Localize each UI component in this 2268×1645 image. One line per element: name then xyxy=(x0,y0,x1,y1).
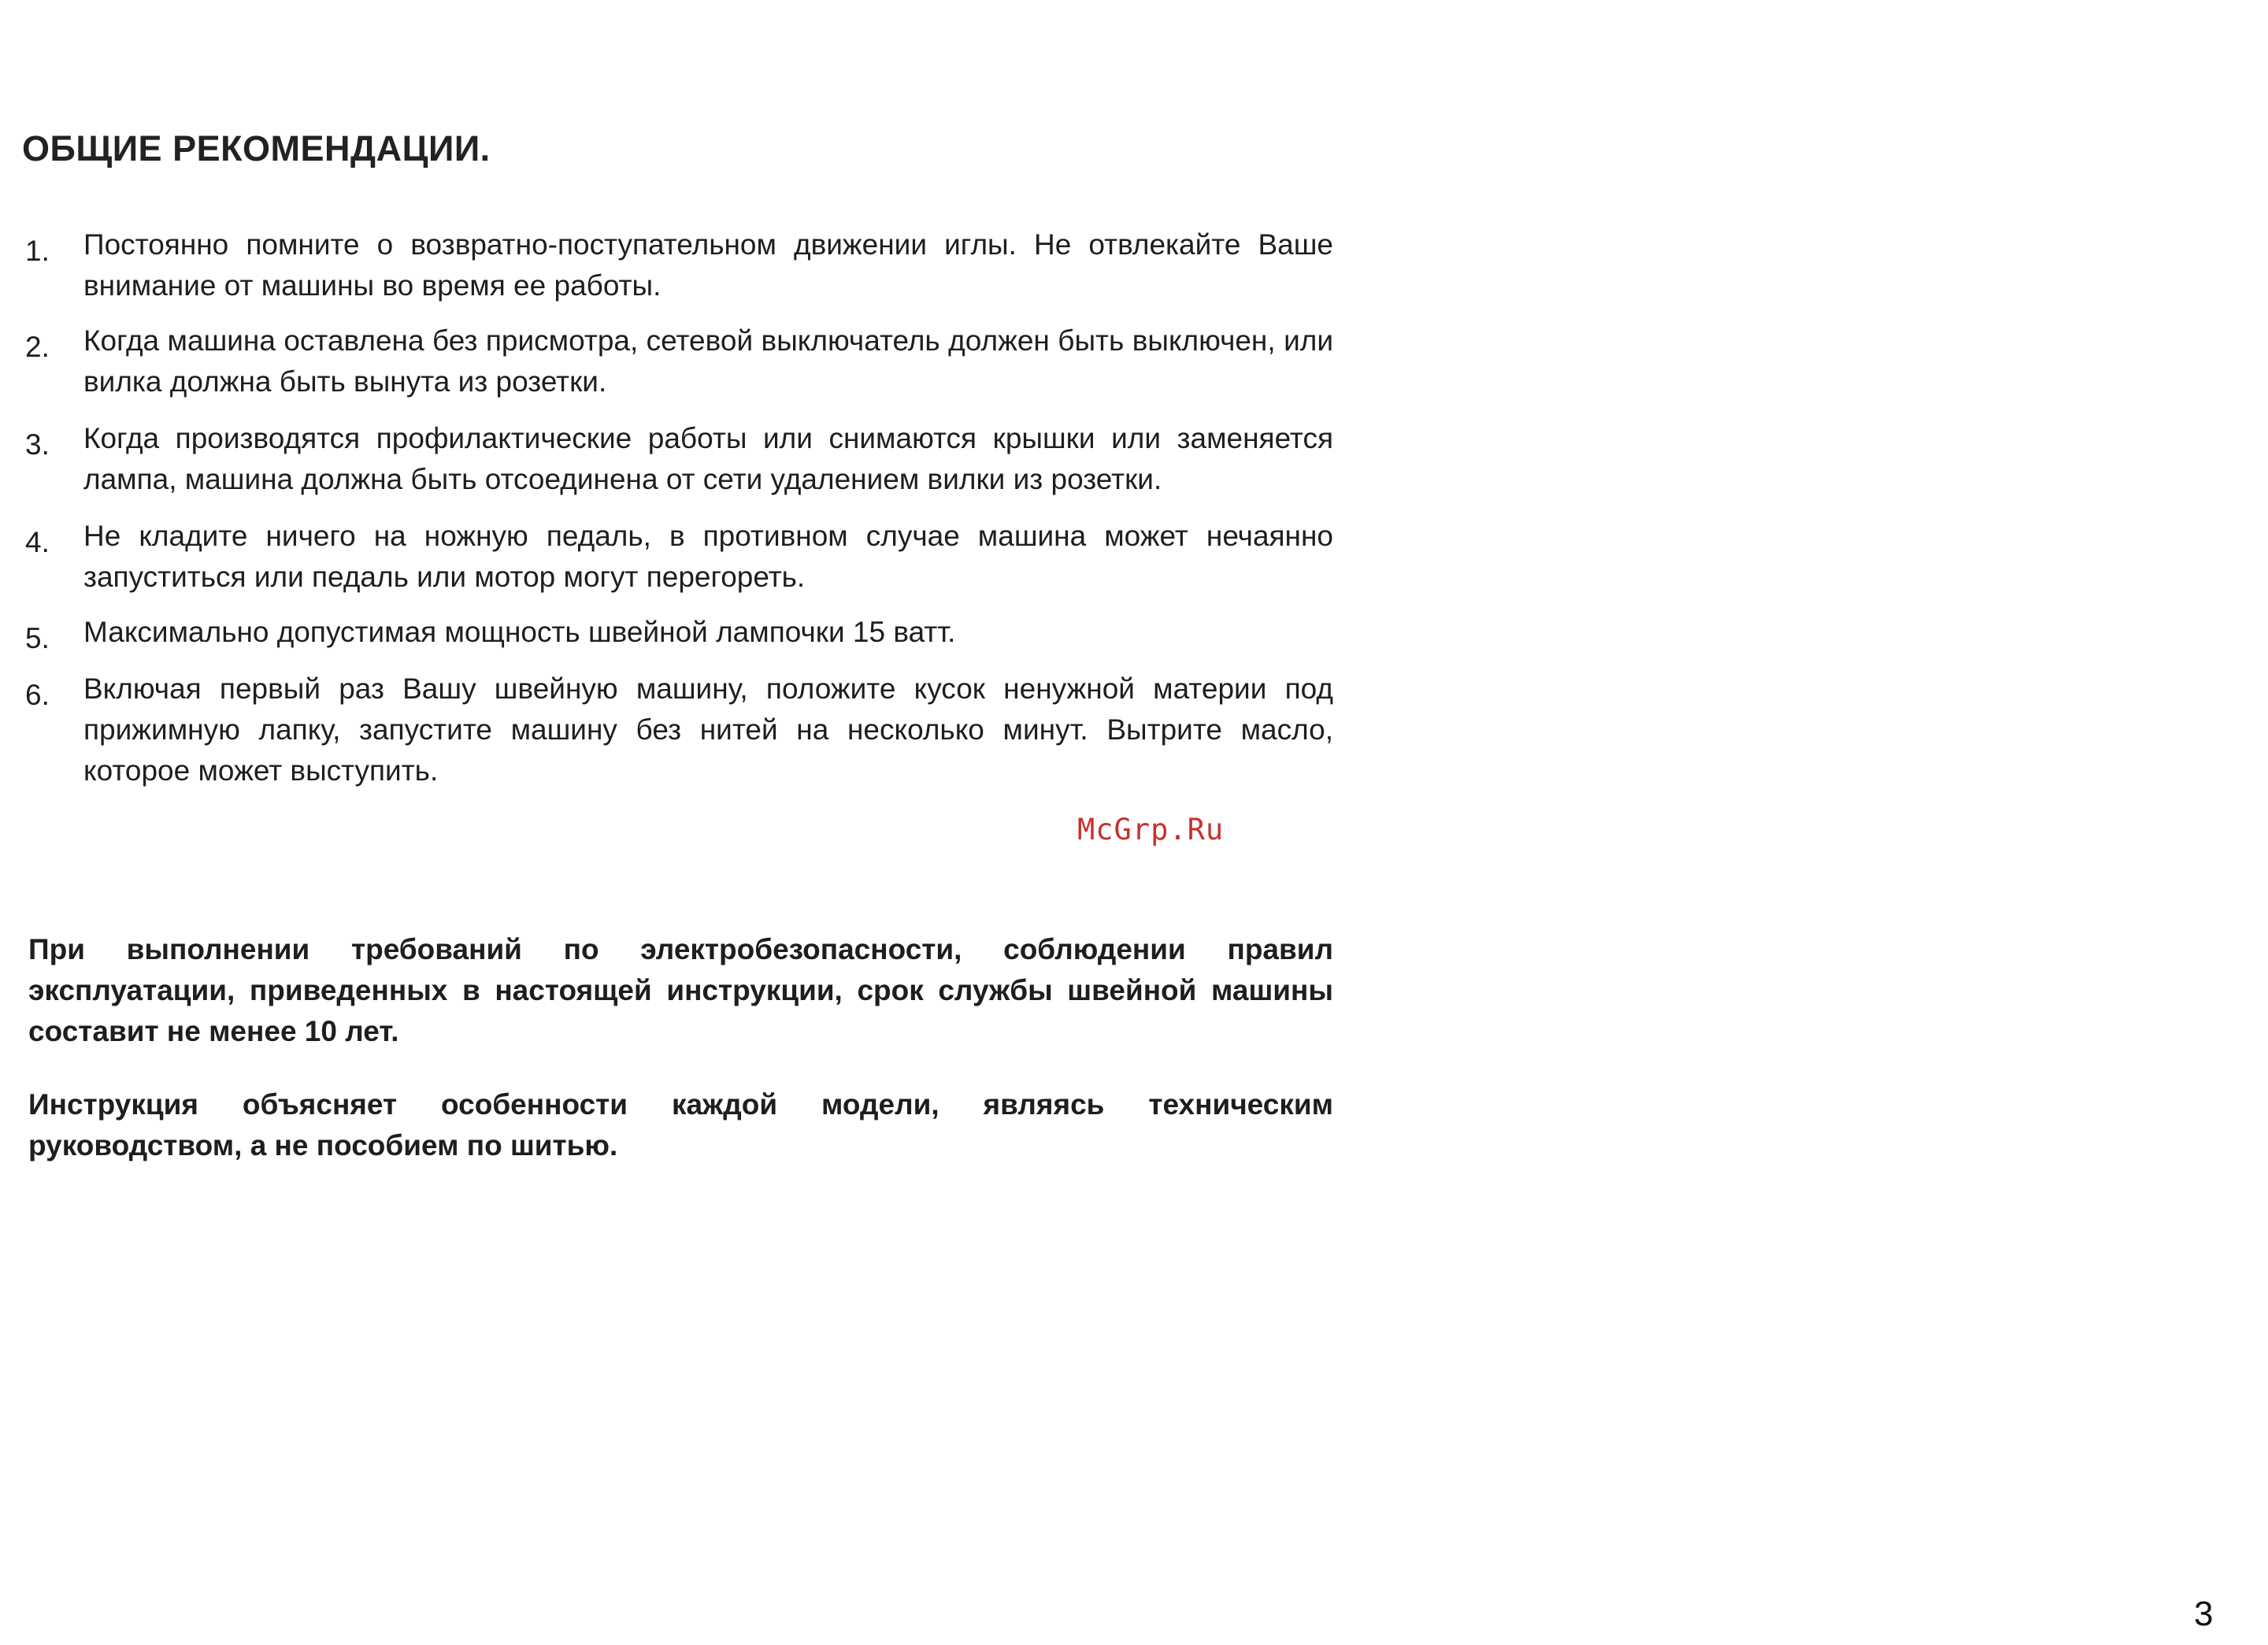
list-item xyxy=(22,418,1333,500)
list-item-number: 2. xyxy=(25,331,50,363)
list-item-number: 1. xyxy=(25,235,50,267)
list-item-text: Постоянно помните о возвратно-поступательном движении иглы. Не отвлекайте Ваше внимание от машины во время ее работы. xyxy=(83,228,1333,302)
list-item-number: 4. xyxy=(25,526,50,558)
list-item xyxy=(22,669,1333,791)
list-item-text: Не кладите ничего на ножную педаль, в противном случае машина может нечаянно запуститься или педаль или мотор могут перегореть. xyxy=(83,520,1333,593)
list-item-number: 6. xyxy=(25,679,50,711)
list-item xyxy=(22,320,1333,402)
list-item-text: Когда производятся профилактические работы или снимаются крышки или заменяется лампа, машина должна быть отсоединена от сети удалением вилки из розетки. xyxy=(83,422,1333,495)
watermark-link[interactable]: McGrp.Ru xyxy=(1077,813,1225,847)
list-item xyxy=(22,224,1333,306)
list-item-number: 3. xyxy=(25,428,50,461)
list-item-number: 5. xyxy=(25,622,50,654)
list-item-text: Максимально допустимая мощность швейной лампочки 15 ватт. xyxy=(83,616,956,648)
page-number: 3 xyxy=(2194,1595,2214,1633)
purpose-note: Инструкция объясняет особенности каждой модели, являясь техническим руководством, а не пособием по шитью. xyxy=(28,1088,1333,1162)
service-life-note: При выполнении требований по электробезопасности, соблюдении правил эксплуатации, приведенных в настоящей инструкции, срок службы швейной машины составит не менее 10 лет. xyxy=(28,933,1333,1047)
list-item-text: Включая первый раз Вашу швейную машину, положите кусок ненужной материи под прижимную лапку, запустите машину без нитей на несколько минут. Вытрите масло, которое может выступить. xyxy=(83,672,1333,787)
list-item xyxy=(22,612,1333,653)
list-item-text: Когда машина оставлена без присмотра, сетевой выключатель должен быть выключен, или вилка должна быть вынута из розетки. xyxy=(83,324,1333,398)
page-title: ОБЩИЕ РЕКОМЕНДАЦИИ. xyxy=(22,128,491,169)
recommendations-list xyxy=(22,224,1333,791)
list-item xyxy=(22,516,1333,598)
